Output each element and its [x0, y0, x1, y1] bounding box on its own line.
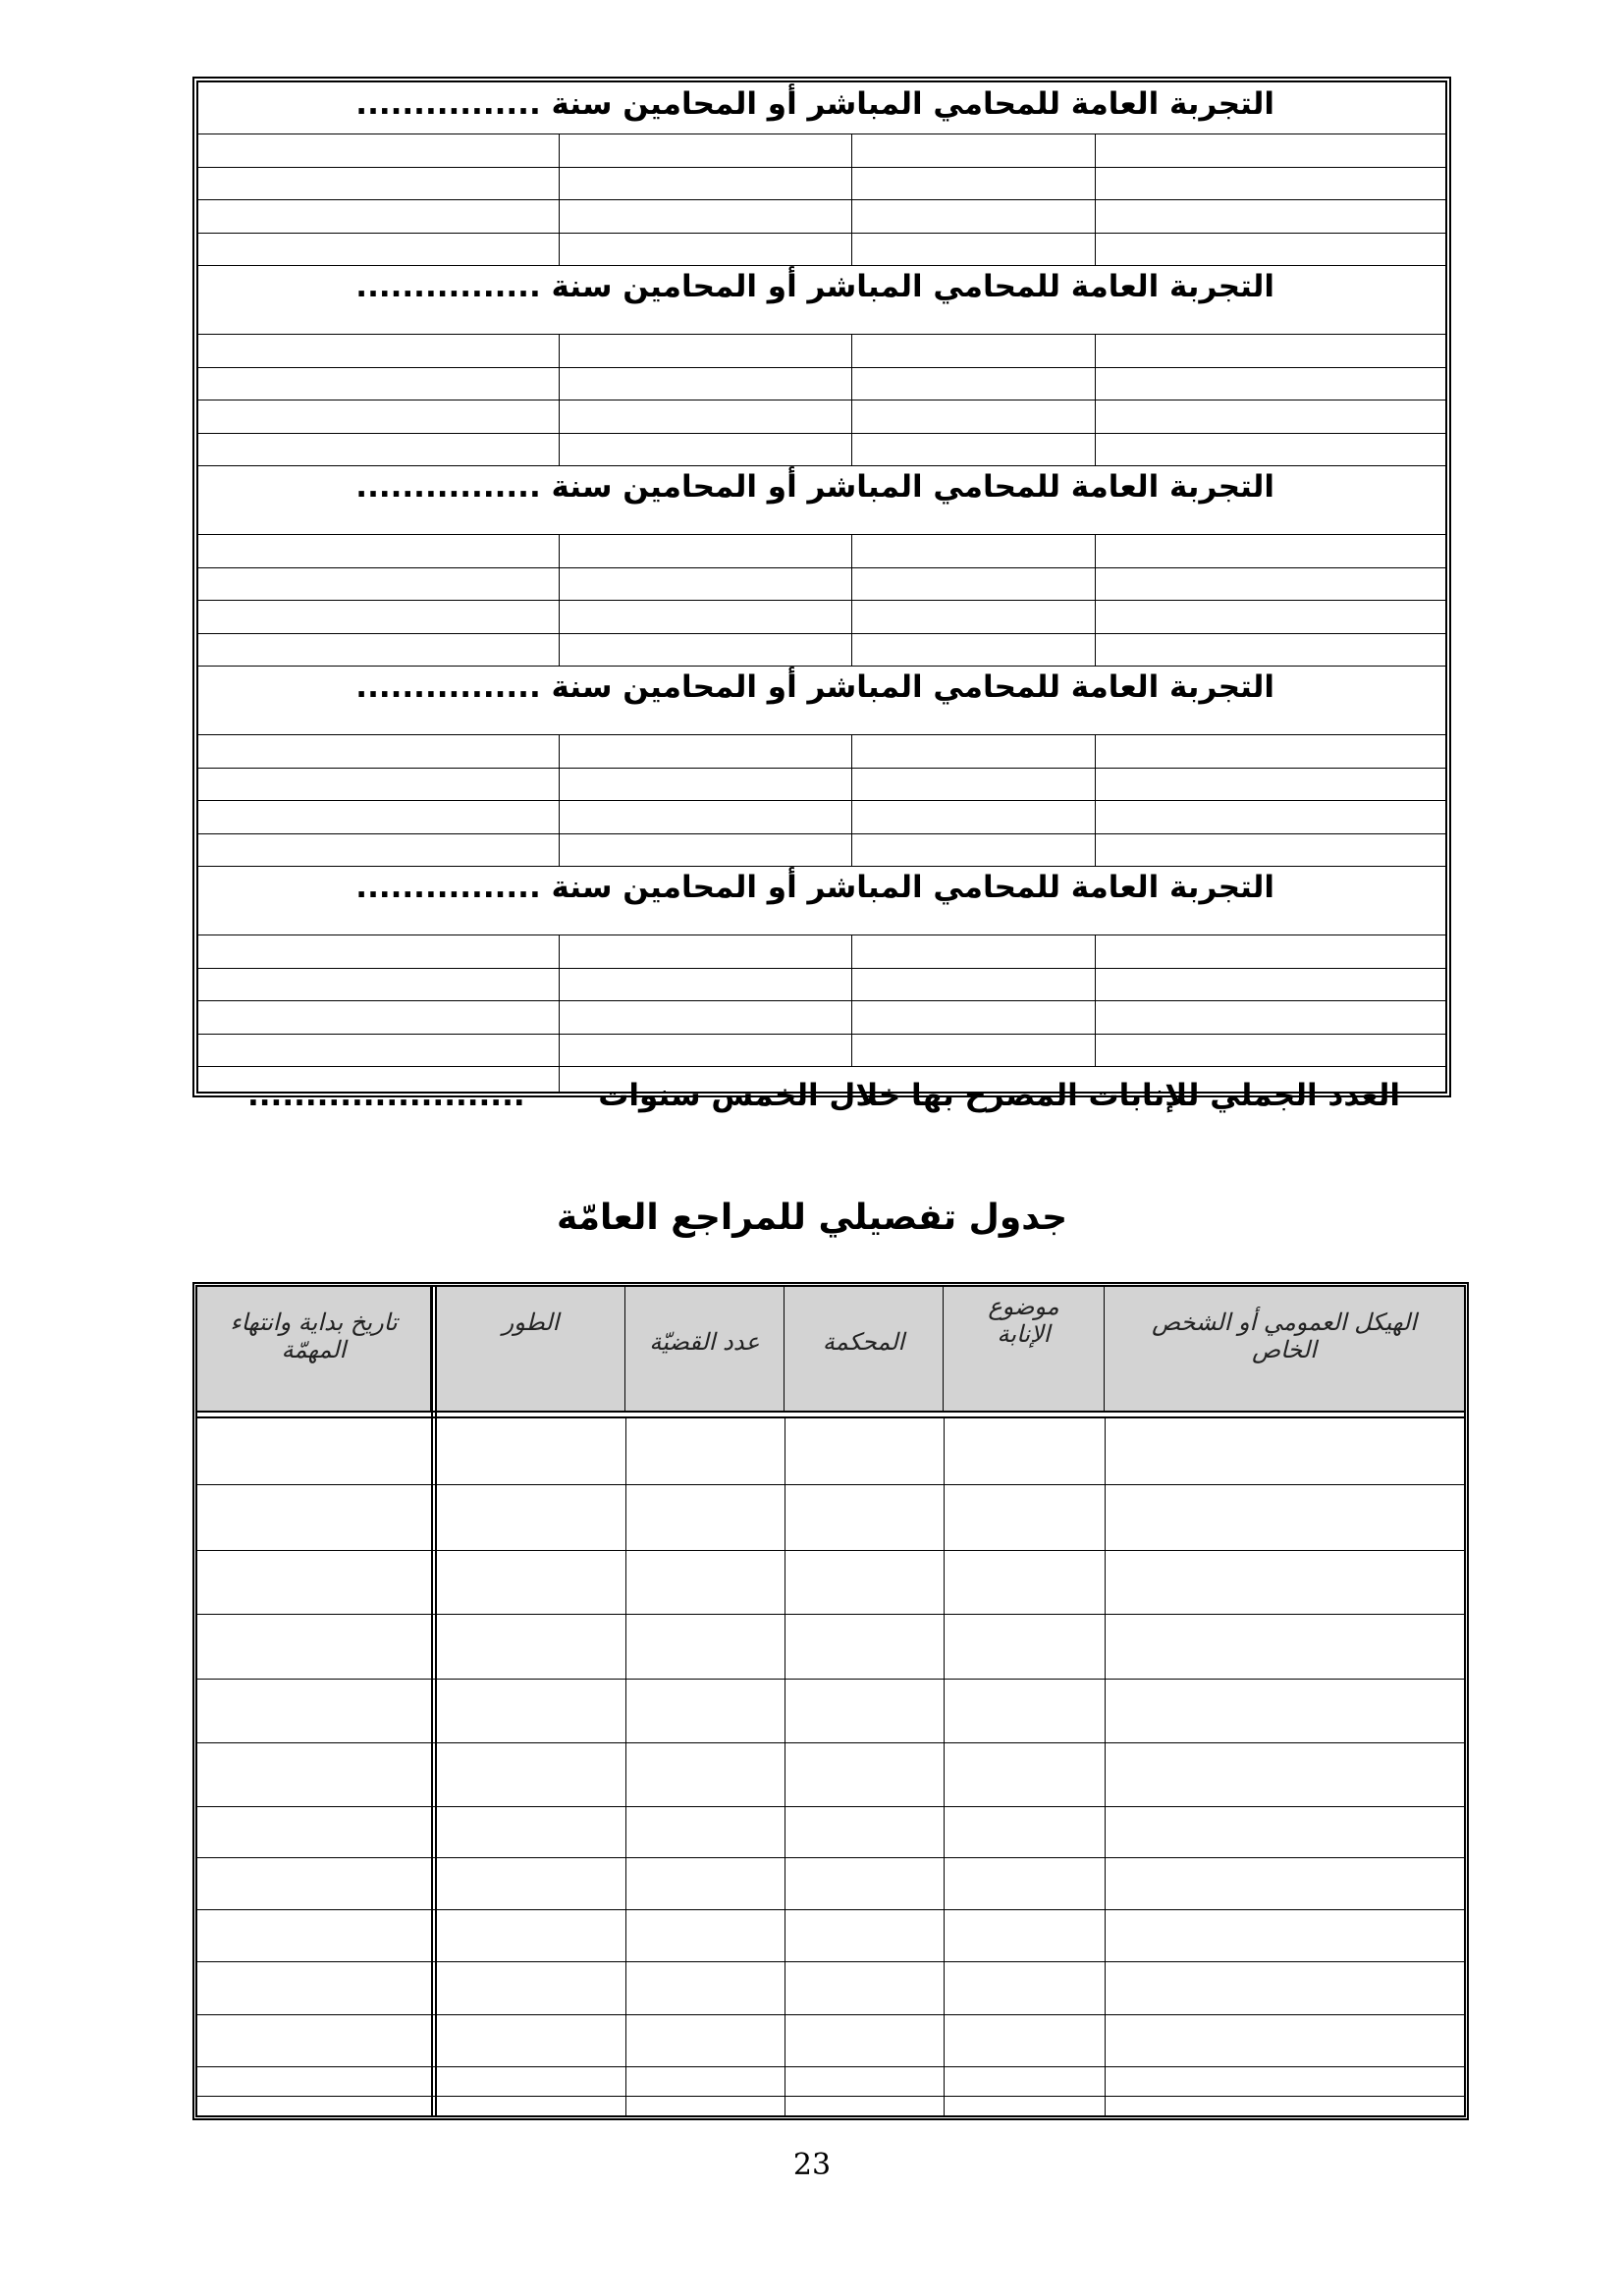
- detail-table: [192, 1282, 1469, 2120]
- table-row[interactable]: [198, 1000, 1445, 1034]
- header-separator: [197, 1411, 1464, 1418]
- column-header-entity: [1105, 1287, 1464, 1411]
- column-header-case-number: [625, 1287, 785, 1411]
- column-header-label: تاريخ بداية وانتهاء المهمّة: [230, 1308, 398, 1363]
- table-column-rule: [559, 1066, 560, 1092]
- column-header-label: المحكمة: [822, 1328, 905, 1356]
- table-row[interactable]: [198, 768, 1445, 801]
- table-row[interactable]: [197, 2014, 1464, 2066]
- experience-table: [192, 77, 1451, 1113]
- table-column-rule: [851, 734, 852, 866]
- column-header-court: [785, 1287, 944, 1411]
- total-label: العدد الجملي للإنابات المصرح بها خلال الخمس سنوات: [598, 1078, 1400, 1113]
- table-row[interactable]: [198, 567, 1445, 601]
- table-column-rule: [559, 334, 560, 465]
- table-row[interactable]: [198, 433, 1445, 466]
- table-row[interactable]: [198, 1034, 1445, 1067]
- table-row[interactable]: [198, 800, 1445, 833]
- table-column-rule: [851, 133, 852, 265]
- table-row[interactable]: [198, 600, 1445, 633]
- year-section-heading: [198, 265, 1445, 316]
- table-row[interactable]: [198, 233, 1445, 266]
- year-section-heading-text: التجربة العامة للمحامي المباشر أو المحامين سنة ................: [355, 86, 1274, 122]
- table-row[interactable]: [197, 1961, 1464, 2014]
- table-row[interactable]: [198, 934, 1445, 968]
- year-section-heading-text: التجربة العامة للمحامي المباشر أو المحامين سنة ................: [355, 469, 1274, 505]
- year-section-heading-text: التجربة العامة للمحامي المباشر أو المحامين سنة ................: [355, 870, 1274, 905]
- table-column-rule: [625, 1418, 626, 2115]
- column-header-stage: [437, 1287, 625, 1411]
- table-row[interactable]: [198, 367, 1445, 400]
- table-row[interactable]: [197, 1679, 1464, 1742]
- year-section-heading: [198, 82, 1445, 133]
- table-column-rule: [559, 934, 560, 1066]
- page-number: 23: [792, 2148, 832, 2182]
- table-row[interactable]: [198, 534, 1445, 567]
- year-section-heading: [198, 666, 1445, 717]
- table-row[interactable]: [198, 833, 1445, 867]
- table-row[interactable]: [198, 734, 1445, 768]
- table-row[interactable]: [197, 2066, 1464, 2096]
- table-row[interactable]: [198, 334, 1445, 367]
- table-column-rule: [1095, 734, 1096, 866]
- table-column-rule: [559, 534, 560, 666]
- column-header-mandate-subject: [944, 1287, 1105, 1411]
- table-row[interactable]: [198, 633, 1445, 667]
- table-row[interactable]: [197, 1484, 1464, 1550]
- table-row[interactable]: [197, 1806, 1464, 1857]
- table-column-rule: [1095, 534, 1096, 666]
- year-section-heading: [198, 866, 1445, 917]
- detail-table-title: جدول تفصيلي للمراجع العامّة: [556, 1198, 1068, 1238]
- column-header-label: الطور: [502, 1308, 560, 1336]
- table-row[interactable]: [197, 1742, 1464, 1806]
- total-value[interactable]: ........................: [247, 1078, 525, 1113]
- year-section-heading-text: التجربة العامة للمحامي المباشر أو المحامين سنة ................: [355, 669, 1274, 705]
- column-header-label: عدد القضيّة: [649, 1328, 760, 1356]
- table-row[interactable]: [198, 167, 1445, 200]
- year-section-heading-text: التجربة العامة للمحامي المباشر أو المحامين سنة ................: [355, 269, 1274, 304]
- table-column-rule: [559, 133, 560, 265]
- table-column-rule: [559, 734, 560, 866]
- table-column-rule: [944, 1418, 945, 2115]
- table-row[interactable]: [198, 199, 1445, 233]
- table-row[interactable]: [197, 1614, 1464, 1679]
- column-header-label: الهيكل العمومي أو الشخص الخاص: [1152, 1308, 1417, 1363]
- column-header-label: موضوع الإنابة: [988, 1293, 1059, 1348]
- table-column-rule-double: [431, 1287, 437, 2115]
- year-section-heading: [198, 465, 1445, 516]
- table-row[interactable]: [197, 1418, 1464, 1484]
- table-column-rule: [851, 534, 852, 666]
- column-header-mission-dates: [197, 1287, 431, 1411]
- table-row[interactable]: [198, 133, 1445, 167]
- table-row[interactable]: [198, 968, 1445, 1001]
- table-row[interactable]: [197, 1909, 1464, 1961]
- table-column-rule: [851, 934, 852, 1066]
- table-row[interactable]: [198, 400, 1445, 433]
- table-row[interactable]: [197, 1550, 1464, 1614]
- table-column-rule: [1105, 1418, 1106, 2115]
- table-column-rule: [1095, 133, 1096, 265]
- total-row: [198, 1066, 1445, 1125]
- table-row[interactable]: [197, 1857, 1464, 1909]
- table-column-rule: [1095, 934, 1096, 1066]
- table-row-rule: [197, 2096, 1464, 2097]
- table-column-rule: [1095, 334, 1096, 465]
- table-column-rule: [851, 334, 852, 465]
